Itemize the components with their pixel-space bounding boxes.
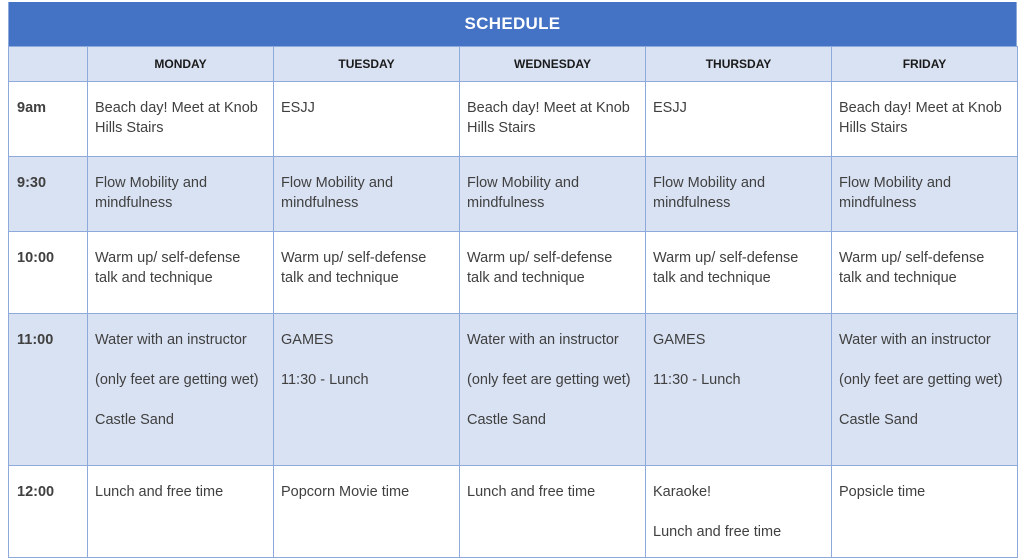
activity-cell-monday: [88, 466, 274, 558]
activity-text: Water with an instructor: [467, 332, 619, 348]
activity-cell-friday: [832, 157, 1018, 232]
activity-text: ESJJ: [281, 100, 315, 116]
activity-cell-monday: [88, 82, 274, 157]
activity-cell-wednesday: [460, 314, 646, 466]
activity-text: (only feet are getting wet): [467, 372, 631, 388]
activity-cell-wednesday: [460, 466, 646, 558]
activity-text: Lunch and free time: [95, 484, 224, 500]
activity-text: Flow Mobility and mindfulness: [839, 175, 952, 211]
activity-cell-tuesday: [274, 232, 460, 314]
schedule-title: SCHEDULE: [8, 2, 1017, 46]
activity-cell-monday: [88, 232, 274, 314]
activity-cell-wednesday: [460, 232, 646, 314]
activity-cell-friday: [832, 232, 1018, 314]
activity-text: Lunch and free time: [467, 484, 596, 500]
day-header-thursday: THURSDAY: [646, 47, 832, 82]
activity-cell-friday: [832, 314, 1018, 466]
activity-cell-thursday: [646, 82, 832, 157]
activity-cell-thursday: [646, 314, 832, 466]
time-label: 10:00: [9, 232, 88, 314]
time-label: 9am: [9, 82, 88, 157]
day-header-row: [9, 47, 1018, 82]
activity-text: ESJJ: [653, 100, 687, 116]
activity-text: Castle Sand: [839, 412, 918, 428]
day-header-tuesday: TUESDAY: [274, 47, 460, 82]
activity-cell-monday: [88, 314, 274, 466]
activity-cell-tuesday: [274, 82, 460, 157]
activity-text: Castle Sand: [95, 412, 174, 428]
activity-text: Beach day! Meet at Knob Hills Stairs: [467, 100, 630, 136]
activity-cell-wednesday: [460, 157, 646, 232]
activity-text: Warm up/ self-defense talk and technique: [95, 250, 241, 286]
activity-text: Flow Mobility and mindfulness: [281, 175, 394, 211]
activity-text: Popsicle time: [839, 484, 926, 500]
time-slot-row: [9, 314, 1018, 466]
time-label: 9:30: [9, 157, 88, 232]
activity-text: Lunch and free time: [653, 524, 782, 540]
activity-text: GAMES: [281, 332, 334, 348]
day-header-monday: MONDAY: [88, 47, 274, 82]
activity-text: 11:30 - Lunch: [281, 372, 369, 388]
schedule-document: [8, 2, 1017, 540]
activity-text: Flow Mobility and mindfulness: [467, 175, 580, 211]
time-slot-row: [9, 82, 1018, 157]
time-slot-row: [9, 157, 1018, 232]
activity-text: Beach day! Meet at Knob Hills Stairs: [95, 100, 258, 136]
activity-cell-friday: [832, 82, 1018, 157]
activity-cell-wednesday: [460, 82, 646, 157]
activity-text: (only feet are getting wet): [839, 372, 1003, 388]
activity-cell-monday: [88, 157, 274, 232]
activity-text: Flow Mobility and mindfulness: [95, 175, 208, 211]
activity-cell-tuesday: [274, 314, 460, 466]
activity-text: Castle Sand: [467, 412, 546, 428]
corner-cell: [9, 47, 88, 82]
activity-text: Warm up/ self-defense talk and technique: [839, 250, 985, 286]
activity-text: 11:30 - Lunch: [653, 372, 741, 388]
time-label: 11:00: [9, 314, 88, 466]
day-header-friday: FRIDAY: [832, 47, 1018, 82]
day-header-wednesday: WEDNESDAY: [460, 47, 646, 82]
activity-text: (only feet are getting wet): [95, 372, 259, 388]
activity-text: Warm up/ self-defense talk and technique: [467, 250, 613, 286]
time-slot-row: [9, 232, 1018, 314]
activity-cell-tuesday: [274, 466, 460, 558]
schedule-table: [8, 46, 1018, 558]
activity-text: Popcorn Movie time: [281, 484, 410, 500]
time-label: 12:00: [9, 466, 88, 558]
activity-text: GAMES: [653, 332, 706, 348]
activity-cell-tuesday: [274, 157, 460, 232]
activity-cell-thursday: [646, 232, 832, 314]
activity-text: Beach day! Meet at Knob Hills Stairs: [839, 100, 1002, 136]
activity-cell-thursday: [646, 466, 832, 558]
activity-text: Water with an instructor: [95, 332, 247, 348]
activity-text: Karaoke!: [653, 484, 712, 500]
activity-text: Flow Mobility and mindfulness: [653, 175, 766, 211]
activity-cell-friday: [832, 466, 1018, 558]
time-slot-row: [9, 466, 1018, 558]
activity-text: Water with an instructor: [839, 332, 991, 348]
activity-text: Warm up/ self-defense talk and technique: [653, 250, 799, 286]
activity-cell-thursday: [646, 157, 832, 232]
activity-text: Warm up/ self-defense talk and technique: [281, 250, 427, 286]
